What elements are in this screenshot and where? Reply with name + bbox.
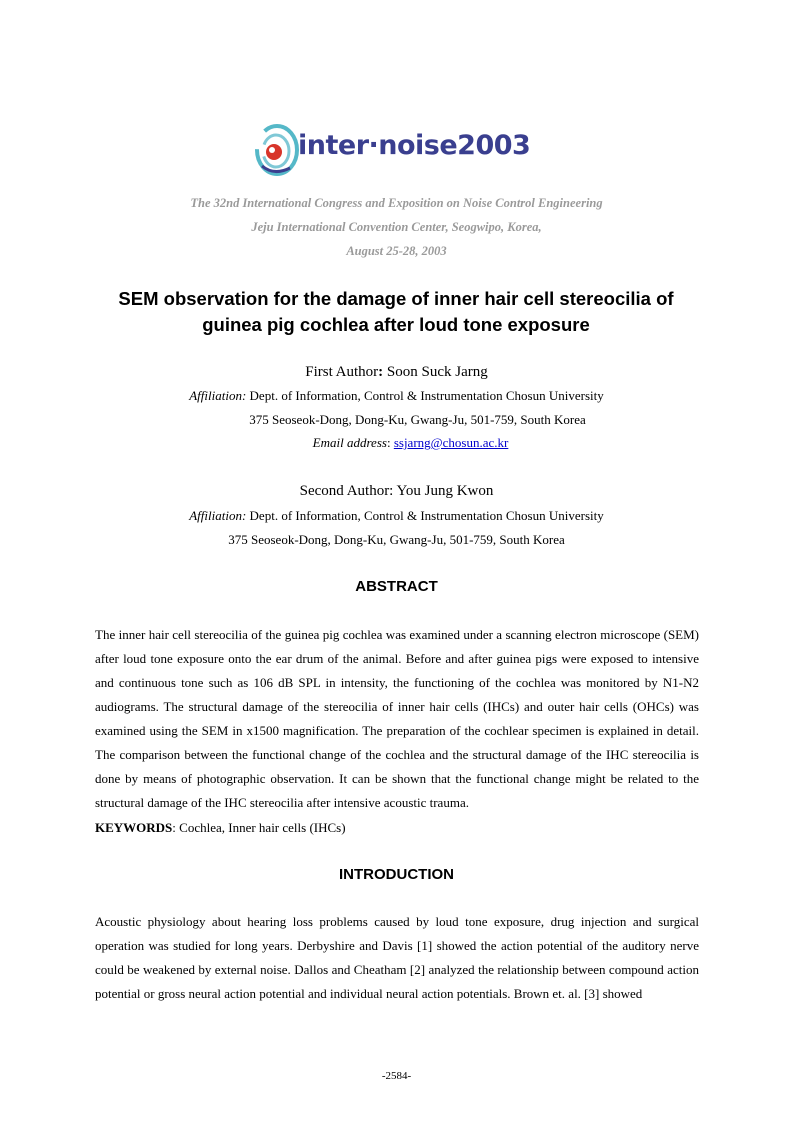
introduction-text: Acoustic physiology about hearing loss problems caused by loud tone exposure, drug injection and surgical operation was studied for long years. Derbyshire and Davis [1] showed the action potential of the auditory nerve could be weakened by external noise. Dallos and Cheatham [2] analyzed the relationship between compound action potential or gross neural action potential and individual neural action potentials. Brown et. al. [3] showed (95, 914, 699, 1001)
affiliation-text: Dept. of Information, Control & Instrumentation Chosun University (246, 508, 604, 523)
abstract-text: The inner hair cell stereocilia of the guinea pig cochlea was examined under a scanning electron microscope (SEM) after loud tone exposure onto the ear drum of the animal. Before and after guinea pigs were exposed to intensive and continuous tone such as 106 dB SPL in intensity, the functioning of the cochlea was monitored by N1-N2 audiograms. The structural damage of the stereocilia of inner hair cells (IHCs) and outer hair cells (OHCs) was examined using the SEM in x1500 magnification. The preparation of the cochlear specimen is explained in detail. The comparison between the functional change of the cochlea and the structural damage of the IHC stereocilia is done by means of photographic observation. It can be shown that the functional change might be related to the structural damage of the IHC stereocilia after intensive acoustic trauma. (95, 627, 699, 810)
second-author-address: 375 Seoseok-Dong, Dong-Ku, Gwang-Ju, 501-759, South Korea (228, 532, 565, 547)
keywords-label: KEYWORDS (95, 820, 173, 835)
affiliation-label: Affiliation: (189, 388, 247, 403)
swirl-logo-icon (254, 120, 300, 180)
affiliation-text: Dept. of Information, Control & Instrumentation Chosun University (246, 388, 604, 403)
first-author-address: 375 Seoseok-Dong, Dong-Ku, Gwang-Ju, 501-759, South Korea (249, 412, 586, 427)
first-author-email-line (14, 435, 793, 451)
second-author: Second Author: You Jung Kwon (299, 483, 494, 499)
conference-venue: Jeju International Convention Center, Seogwipo, Korea, (251, 220, 542, 234)
first-author-colon: : (378, 364, 384, 380)
email-separator: : (386, 435, 394, 450)
conference-name: The 32nd International Congress and Exposition on Noise Control Engineering (190, 196, 603, 210)
email-label: Email address (312, 435, 387, 450)
page-number: -2584- (381, 1070, 412, 1082)
first-author-name: Soon Suck Jarng (383, 364, 488, 380)
email-link[interactable]: ssjarng@chosun.ac.kr (393, 435, 509, 450)
first-author (0, 364, 793, 381)
keywords-text: : Cochlea, Inner hair cells (IHCs) (172, 820, 346, 835)
conference-dates: August 25-28, 2003 (346, 244, 447, 258)
conference-logo (254, 118, 544, 182)
second-author-affiliation (0, 508, 793, 524)
title-line-2: guinea pig cochlea after loud tone exposure (202, 314, 590, 335)
affiliation-label: Affiliation: (189, 508, 247, 523)
keywords (95, 820, 346, 836)
paper-title (96, 286, 696, 338)
first-author-label: First Author (305, 364, 379, 380)
first-author-affiliation (0, 388, 793, 404)
title-line-1: SEM observation for the damage of inner hair cell stereocilia of (118, 288, 674, 309)
abstract-heading: ABSTRACT (355, 578, 438, 595)
logo-text: inter·noise2003 (298, 130, 531, 161)
introduction-heading: INTRODUCTION (339, 866, 454, 883)
